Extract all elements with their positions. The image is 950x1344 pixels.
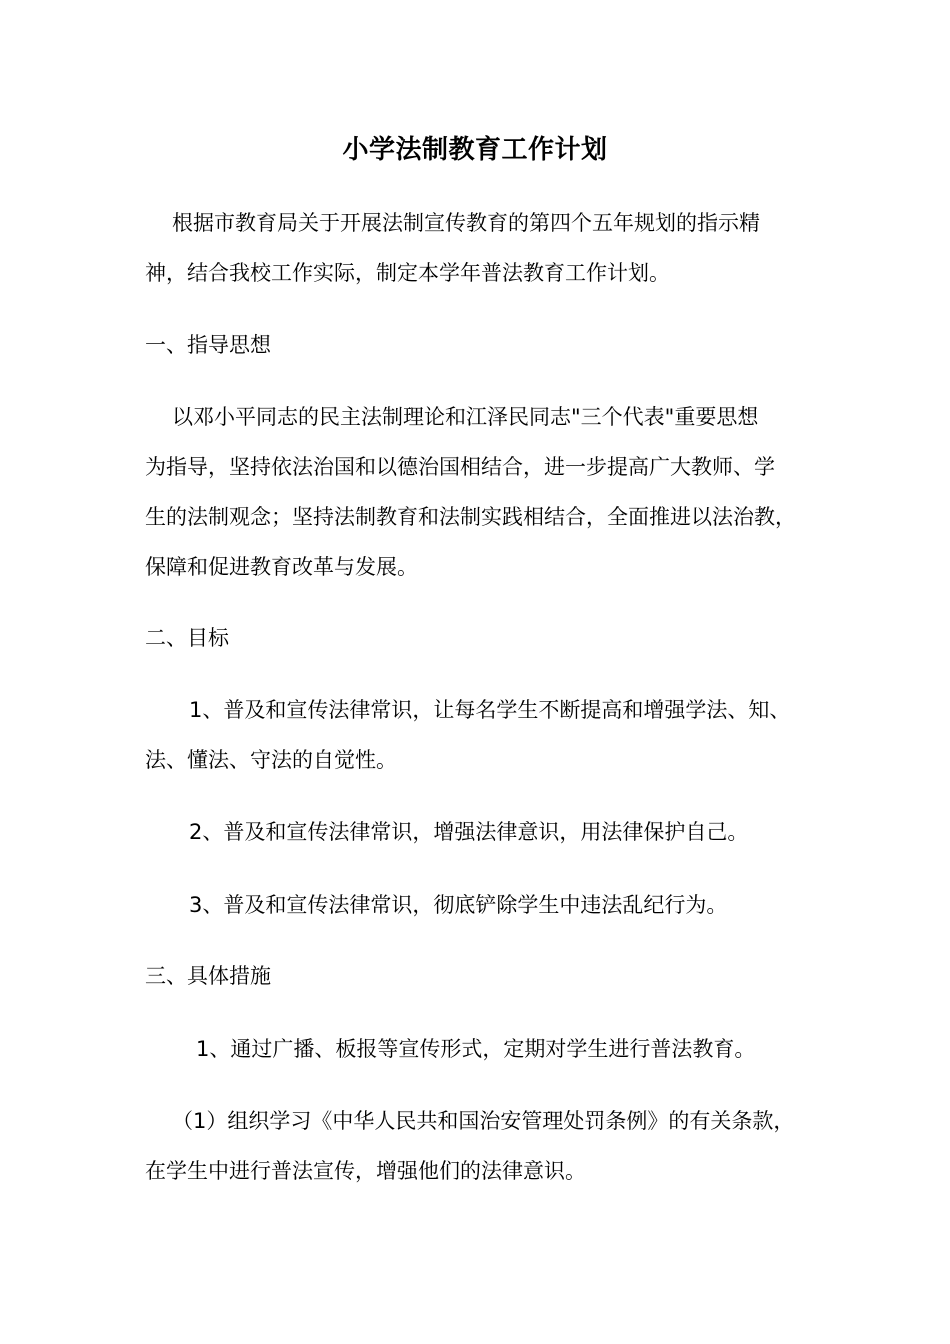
- goal-2: 2、普及和宣传法律常识，增强法律意识，用法律保护自己。: [189, 820, 749, 844]
- intro-line-2: 神，结合我校工作实际，制定本学年普法教育工作计划。: [145, 261, 670, 285]
- section1-line-1: 以邓小平同志的民主法制理论和江泽民同志"三个代表"重要思想: [172, 405, 759, 429]
- goal-1-line-1: 1、普及和宣传法律常识，让每名学生不断提高和增强学法、知、: [189, 698, 791, 722]
- document-title: 小学法制教育工作计划: [342, 135, 608, 165]
- measure-1-sub-1-line-2: 在学生中进行普法宣传，增强他们的法律意识。: [145, 1159, 586, 1183]
- section-heading-goals: 二、目标: [145, 626, 229, 650]
- goal-3: 3、普及和宣传法律常识，彻底铲除学生中违法乱纪行为。: [189, 893, 728, 917]
- intro-line-1: 根据市教育局关于开展法制宣传教育的第四个五年规划的指示精: [172, 211, 760, 235]
- section1-line-3: 生的法制观念；坚持法制教育和法制实践相结合，全面推进以法治教，: [145, 505, 796, 529]
- section-heading-measures: 三、具体措施: [145, 964, 271, 988]
- goal-1-line-2: 法、懂法、守法的自觉性。: [145, 748, 397, 772]
- section1-line-2: 为指导，坚持依法治国和以德治国相结合，进一步提高广大教师、学: [145, 455, 775, 479]
- section1-line-4: 保障和促进教育改革与发展。: [145, 555, 418, 579]
- section-heading-guiding-ideology: 一、指导思想: [145, 333, 271, 357]
- measure-1: 1、通过广播、板报等宣传形式，定期对学生进行普法教育。: [196, 1037, 756, 1061]
- measure-1-sub-1-line-1: （1）组织学习《中华人民共和国治安管理处罚条例》的有关条款，: [172, 1109, 795, 1133]
